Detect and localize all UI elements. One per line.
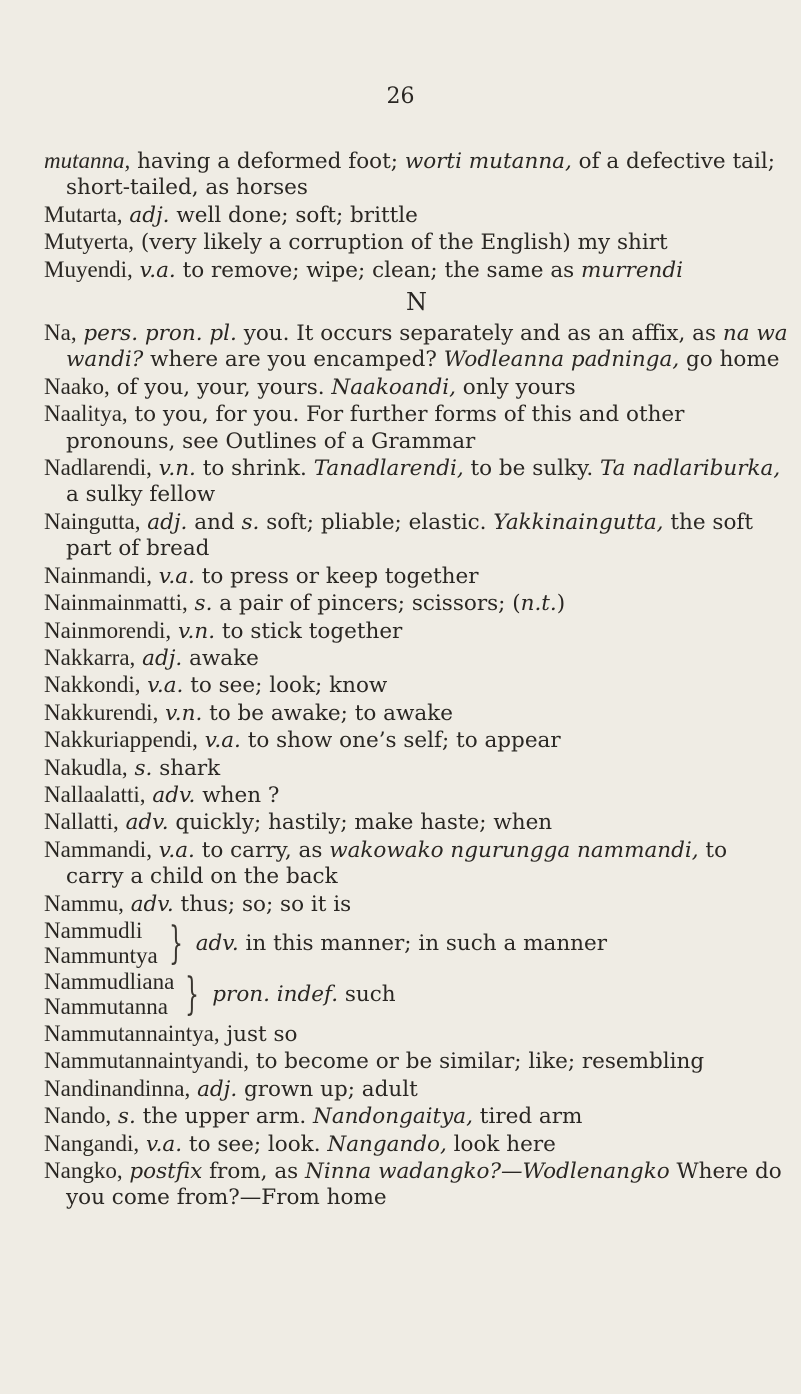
entry-part-of-speech: postfix bbox=[122, 1159, 203, 1184]
entry-part-of-speech: s. bbox=[127, 755, 153, 781]
entry-part-of-speech: adj. bbox=[190, 1076, 238, 1102]
entry-headword: Nammutannaintyandi, bbox=[44, 1048, 250, 1074]
dictionary-entry bbox=[44, 374, 789, 401]
entry-gloss: thus; so; so it is bbox=[173, 891, 352, 917]
entry-headword: Nammu, bbox=[44, 890, 124, 916]
dictionary-entry bbox=[44, 837, 789, 891]
entry-gloss: to become or be similar; like; resembling bbox=[249, 1049, 705, 1075]
entry-headword: Nakkarra, bbox=[44, 644, 136, 670]
entry-gloss: to you, for you. For further forms of this and other pronouns, see Outlines of a Grammar bbox=[66, 402, 685, 454]
entry-headword: Nangko, bbox=[44, 1158, 123, 1183]
dictionary-entry bbox=[44, 618, 789, 645]
entry-gloss: of a defective tail; short-tailed, as horses bbox=[66, 149, 775, 201]
entry-headword: Nammutanna bbox=[44, 993, 168, 1019]
entry-gloss: to see; look. bbox=[182, 1131, 328, 1157]
entry-gloss: to remove; wipe; clean; the same as bbox=[175, 257, 582, 283]
entry-headword: Nammutannaintya, bbox=[44, 1020, 220, 1046]
entry-gloss: (very likely a corruption of the English) my shirt bbox=[134, 230, 668, 256]
entry-example: worti mutanna, bbox=[404, 149, 572, 174]
brace-icon: } bbox=[168, 917, 183, 969]
entry-headword: Nandinandinna, bbox=[44, 1075, 191, 1101]
entry-part-of-speech: v.n. bbox=[171, 618, 216, 644]
entry-gloss: a pair of pincers; scissors; ( bbox=[212, 591, 521, 617]
entry-headword: Nakkurendi, bbox=[44, 699, 159, 725]
entry-part-of-speech: s. bbox=[241, 509, 260, 535]
entry-gloss: just so bbox=[219, 1021, 298, 1047]
entry-headword: Nallatti, bbox=[44, 809, 119, 835]
entry-example: murrendi bbox=[581, 257, 684, 283]
dictionary-entry bbox=[44, 320, 789, 374]
entry-gloss: a sulky fellow bbox=[66, 482, 216, 508]
entry-part-of-speech: s. bbox=[187, 591, 213, 617]
entry-headword: Nammuntya bbox=[44, 942, 158, 968]
entry-gloss: you. It occurs separately and as an affix, as bbox=[236, 321, 723, 347]
entry-example: wakowako ngurungga nammandi, bbox=[329, 837, 699, 863]
entry-gloss: shark bbox=[152, 755, 221, 781]
dictionary-entry bbox=[44, 1076, 789, 1103]
entry-headword: Nainmandi, bbox=[44, 562, 152, 588]
entry-gloss: to be awake; to awake bbox=[202, 700, 453, 726]
entry-gloss: where are you encamped? bbox=[143, 347, 444, 373]
dictionary-entry bbox=[44, 755, 789, 782]
entry-headword: mutanna, bbox=[44, 148, 131, 173]
entry-gloss: only yours bbox=[455, 374, 576, 400]
entry-headword: Nangandi, bbox=[44, 1130, 140, 1156]
entry-gloss: to stick together bbox=[215, 618, 403, 644]
dictionary-entry bbox=[44, 1048, 789, 1075]
entry-gloss: to see; look; know bbox=[183, 673, 388, 699]
entry-headword: Nammandi, bbox=[44, 836, 152, 862]
dictionary-entry bbox=[44, 1131, 789, 1158]
entry-headword: Nainmainmatti, bbox=[44, 590, 188, 616]
entry-part-of-speech: v.a. bbox=[151, 563, 195, 589]
dictionary-entry bbox=[44, 229, 789, 256]
brace-icon: } bbox=[185, 968, 200, 1020]
entry-example: Ninna wadangko?—Wodlenangko bbox=[305, 1159, 670, 1184]
dictionary-entry bbox=[44, 782, 789, 809]
entry-part-of-speech: adv. bbox=[145, 782, 196, 808]
entry-headword: Mutarta, bbox=[44, 201, 123, 227]
entry-headword: Muyendi, bbox=[44, 256, 133, 282]
entry-list bbox=[44, 148, 789, 1212]
entry-gloss: from, as bbox=[202, 1159, 306, 1184]
entry-example: Wodleanna padninga, bbox=[443, 347, 680, 373]
entry-gloss: of you, your, yours. bbox=[109, 374, 332, 400]
dictionary-entry bbox=[44, 891, 789, 918]
entry-gloss: Where do you come from?—From home bbox=[66, 1159, 782, 1211]
entry-headword: Nammudliana bbox=[44, 968, 175, 994]
entry-gloss: go home bbox=[679, 347, 780, 373]
grouped-entry bbox=[44, 970, 789, 1020]
dictionary-entry bbox=[44, 401, 789, 455]
entry-part-of-speech: adj. bbox=[135, 645, 183, 671]
entry-headword: Na, bbox=[44, 320, 77, 346]
entry-headword: Nainmorendi, bbox=[44, 617, 172, 643]
entry-example: Nandongaitya, bbox=[313, 1104, 473, 1130]
entry-part-of-speech: pers. pron. pl. bbox=[76, 321, 237, 347]
entry-gloss: the soft part of bread bbox=[66, 509, 753, 562]
entry-part-of-speech: pron. indef. bbox=[212, 982, 339, 1008]
entry-part-of-speech: adj. bbox=[122, 202, 170, 228]
entry-headword: Nando, bbox=[44, 1103, 112, 1129]
entry-example: Nangando, bbox=[327, 1131, 447, 1157]
dictionary-entry bbox=[44, 148, 789, 202]
entry-part-of-speech: adv. bbox=[118, 810, 169, 836]
entry-gloss: to be sulky. bbox=[463, 456, 600, 482]
entry-part-of-speech: adj. bbox=[140, 509, 188, 535]
section-letter-heading: N bbox=[406, 288, 427, 317]
entry-gloss: to shrink. bbox=[195, 456, 314, 482]
entry-headword: Nallaalatti, bbox=[44, 781, 146, 807]
dictionary-entry bbox=[44, 563, 789, 590]
entry-part-of-speech: v.n. bbox=[151, 456, 196, 482]
entry-headword: Naalitya, bbox=[44, 401, 128, 427]
entry-headword: Naako, bbox=[44, 373, 110, 399]
entry-headword: Nakkuriappendi, bbox=[44, 727, 198, 753]
entry-headword: Nakudla, bbox=[44, 754, 128, 780]
grouped-gloss bbox=[196, 931, 607, 956]
entry-gloss: and bbox=[187, 509, 242, 535]
entry-part-of-speech: v.a. bbox=[139, 1131, 183, 1157]
dictionary-entry bbox=[44, 672, 789, 699]
entry-gloss: quickly; hastily; make haste; when bbox=[168, 810, 553, 836]
entry-gloss: when ? bbox=[195, 782, 280, 808]
entry-gloss: in this manner; in such a manner bbox=[238, 931, 608, 957]
entry-gloss: awake bbox=[182, 645, 259, 671]
entry-gloss: having a deformed foot; bbox=[130, 149, 405, 174]
entry-gloss: soft; pliable; elastic. bbox=[259, 509, 494, 535]
entry-example: Yakkinaingutta, bbox=[493, 509, 664, 535]
grouped-entry bbox=[44, 919, 789, 969]
entry-gloss: to carry, as bbox=[194, 837, 330, 863]
entry-example: na wa wandi? bbox=[66, 321, 788, 373]
dictionary-entry bbox=[44, 202, 789, 229]
entry-part-of-speech: v.a. bbox=[151, 837, 195, 863]
entry-gloss: ) bbox=[556, 591, 566, 617]
entry-part-of-speech: v.a. bbox=[197, 728, 241, 754]
entry-headword: Naingutta, bbox=[44, 508, 141, 534]
entry-gloss: such bbox=[338, 982, 396, 1008]
entry-gloss: to carry a child on the back bbox=[66, 837, 728, 890]
dictionary-entry bbox=[44, 727, 789, 754]
entry-part-of-speech: v.a. bbox=[140, 673, 184, 699]
dictionary-entry bbox=[44, 645, 789, 672]
grouped-headwords bbox=[44, 919, 158, 969]
entry-gloss: look here bbox=[446, 1131, 556, 1157]
dictionary-entry bbox=[44, 455, 789, 509]
dictionary-entry bbox=[44, 590, 789, 617]
entry-gloss: the upper arm. bbox=[135, 1104, 314, 1130]
entry-part-of-speech: adv. bbox=[123, 891, 174, 917]
entry-gloss: well done; soft; brittle bbox=[169, 202, 418, 228]
dictionary-entry bbox=[44, 1103, 789, 1130]
entry-headword: Nammudli bbox=[44, 917, 143, 943]
dictionary-entry bbox=[44, 257, 789, 284]
entry-gloss: to show one’s self; to appear bbox=[240, 728, 561, 754]
dictionary-entry bbox=[44, 509, 789, 563]
entry-headword: Nakkondi, bbox=[44, 672, 141, 698]
page-number: 26 bbox=[386, 84, 415, 109]
entry-gloss: grown up; adult bbox=[237, 1076, 418, 1102]
entry-headword: Mutyerta, bbox=[44, 229, 135, 255]
entry-gloss: tired arm bbox=[472, 1104, 583, 1130]
entry-part-of-speech: s. bbox=[111, 1104, 136, 1130]
dictionary-entry bbox=[44, 809, 789, 836]
entry-part-of-speech: v.a. bbox=[132, 257, 176, 283]
entry-gloss: to press or keep together bbox=[194, 563, 479, 589]
entry-part-of-speech: adv. bbox=[195, 931, 239, 957]
entry-example: Naakoandi, bbox=[331, 374, 456, 400]
dictionary-entry bbox=[44, 700, 789, 727]
entry-example: n.t. bbox=[520, 591, 557, 617]
entry-example: Ta nadlariburka, bbox=[600, 456, 781, 482]
entry-headword: Nadlarendi, bbox=[44, 455, 152, 481]
dictionary-entry bbox=[44, 1158, 789, 1212]
grouped-gloss bbox=[212, 982, 395, 1007]
entry-part-of-speech: v.n. bbox=[158, 700, 203, 726]
dictionary-entry bbox=[44, 1021, 789, 1048]
grouped-headwords bbox=[44, 970, 174, 1020]
entry-example: Tanadlarendi, bbox=[313, 456, 464, 482]
